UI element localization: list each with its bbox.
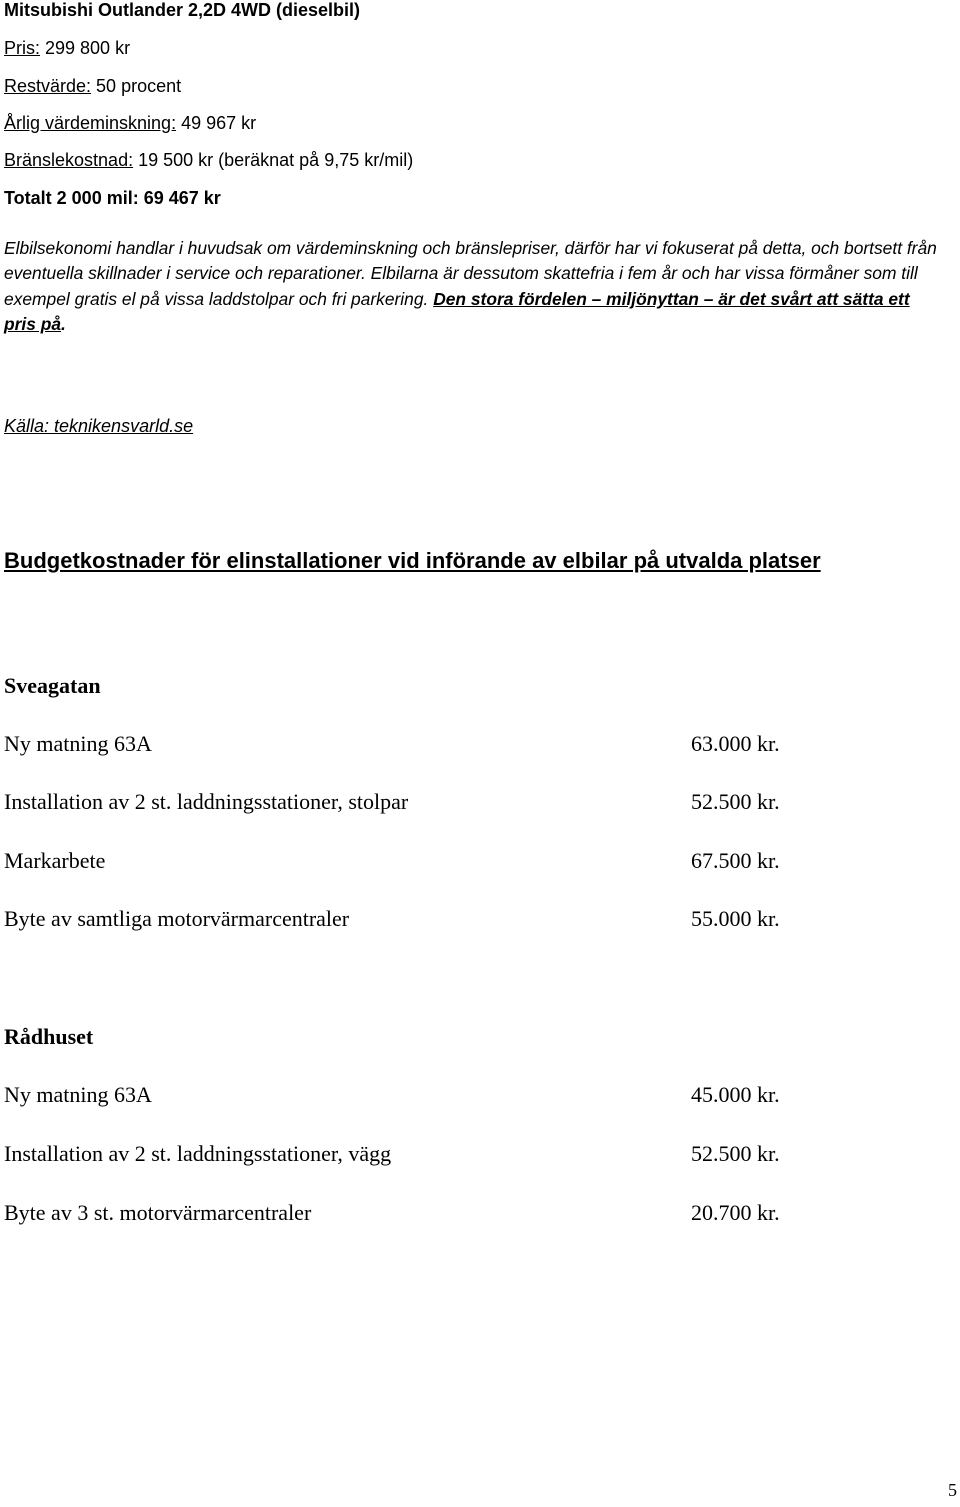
paragraph-emphasis: Den stora fördelen – miljönyttan – är det svårt att sätta ett pris på xyxy=(4,288,910,335)
fuel-label: Bränslekostnad: xyxy=(4,150,134,170)
line-item-label: Ny matning 63A xyxy=(4,1082,152,1107)
economy-paragraph xyxy=(4,236,944,338)
line-item-cost: 45.000 kr. xyxy=(691,1082,780,1107)
line-item-cost: 20.700 kr. xyxy=(691,1200,780,1225)
fuel-value: 19 500 kr (beräknat på 9,75 kr/mil) xyxy=(133,150,414,170)
line-item-label: Installation av 2 st. laddningsstationer, vägg xyxy=(4,1141,392,1166)
price-value: 299 800 kr xyxy=(40,38,131,58)
source-link[interactable]: Källa: teknikensvarld.se xyxy=(4,416,194,436)
paragraph-end: . xyxy=(61,314,66,335)
price-line xyxy=(4,38,130,59)
line-item-label: Installation av 2 st. laddningsstationer, stolpar xyxy=(4,789,409,814)
line-item-cost: 52.500 kr. xyxy=(691,789,780,814)
paragraph-text: Elbilsekonomi handlar i huvudsak om värdeminskning och bränslepriser, därför har vi fokuserat på detta, och bortsett från eventuella skillnader i service och reparationer. Elbilarna är dessutom skattefria i fem år och har vissa förmåner som till exempel gratis el på vissa laddstolpar och fri parkering. xyxy=(4,238,937,309)
fuel-line xyxy=(4,150,413,171)
site-heading-sveagatan: Sveagatan xyxy=(4,673,101,698)
line-item-cost: 55.000 kr. xyxy=(691,906,780,931)
line-item-cost: 52.500 kr. xyxy=(691,1141,780,1166)
line-item-cost: 63.000 kr. xyxy=(691,731,780,756)
budget-heading: Budgetkostnader för elinstallationer vid införande av elbilar på utvalda platser xyxy=(4,548,821,573)
page-number: 5 xyxy=(948,1480,957,1500)
line-item-label: Ny matning 63A xyxy=(4,731,152,756)
line-item-label: Markarbete xyxy=(4,848,106,873)
residual-label: Restvärde: xyxy=(4,76,92,96)
line-item-cost: 67.500 kr. xyxy=(691,848,780,873)
car-title: Mitsubishi Outlander 2,2D 4WD (dieselbil) xyxy=(4,0,361,20)
total-line: Totalt 2 000 mil: 69 467 kr xyxy=(4,188,221,208)
site-heading-radhuset: Rådhuset xyxy=(4,1024,94,1049)
price-label: Pris: xyxy=(4,38,40,58)
depreciation-value: 49 967 kr xyxy=(176,113,257,133)
residual-line xyxy=(4,76,181,97)
residual-value: 50 procent xyxy=(91,76,182,96)
line-item-label: Byte av samtliga motorvärmarcentraler xyxy=(4,906,350,931)
depreciation-label: Årlig värdeminskning: xyxy=(4,113,177,133)
line-item-label: Byte av 3 st. motorvärmarcentraler xyxy=(4,1200,312,1225)
depreciation-line xyxy=(4,113,256,134)
